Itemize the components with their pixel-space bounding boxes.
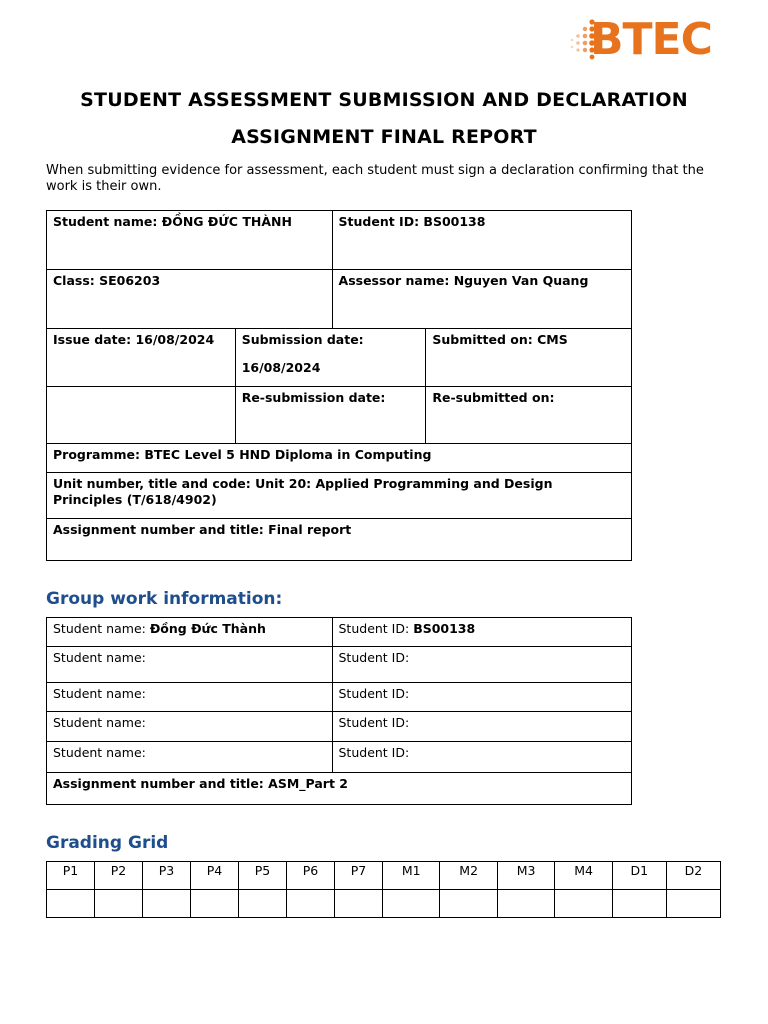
- grade-header-p3: P3: [143, 862, 191, 890]
- grade-cell-d1[interactable]: [612, 890, 666, 918]
- group-student-name-cell: Student name:: [47, 647, 333, 683]
- page-subtitle: ASSIGNMENT FINAL REPORT: [231, 126, 537, 148]
- grade-cell-p3[interactable]: [143, 890, 191, 918]
- group-student-name-cell: Student name:: [47, 742, 333, 773]
- grade-value-row: [47, 890, 721, 918]
- group-student-id-cell: Student ID:: [332, 647, 632, 683]
- group-student-id-cell: Student ID:: [332, 742, 632, 773]
- student-id-label: Student ID:: [338, 621, 410, 636]
- grade-header-d1: D1: [612, 862, 666, 890]
- group-student-name-cell: [47, 618, 333, 647]
- group-student-id-cell: Student ID:: [332, 683, 632, 712]
- grade-cell-m1[interactable]: [383, 890, 440, 918]
- submitted-on-cell: Submitted on: CMS: [426, 329, 632, 387]
- submission-date-cell: [235, 329, 426, 387]
- grade-cell-m2[interactable]: [440, 890, 497, 918]
- group-student-name-cell: Student name:: [47, 712, 333, 742]
- group-work-heading: Group work information:: [46, 589, 283, 609]
- group-student-id-cell: [332, 618, 632, 647]
- student-name-label: Student name:: [53, 621, 146, 636]
- grade-cell-p6[interactable]: [287, 890, 335, 918]
- issue-date-cell: Issue date: 16/08/2024: [47, 329, 236, 387]
- grade-header-m4: M4: [555, 862, 612, 890]
- grade-header-m3: M3: [497, 862, 554, 890]
- resubmitted-on-cell: Re-submitted on:: [426, 387, 632, 444]
- student-name-cell: Student name: ĐỒNG ĐỨC THÀNH: [47, 211, 333, 270]
- grade-header-row: [47, 862, 721, 890]
- grade-header-p4: P4: [191, 862, 239, 890]
- grade-header-d2: D2: [666, 862, 720, 890]
- grade-cell-p1[interactable]: [47, 890, 95, 918]
- student-name-value: Đồng Đức Thành: [149, 621, 266, 636]
- grade-header-m2: M2: [440, 862, 497, 890]
- grade-header-p5: P5: [239, 862, 287, 890]
- class-cell: Class: SE06203: [47, 270, 333, 329]
- grade-header-p7: P7: [335, 862, 383, 890]
- resubmission-date-cell: Re-submission date:: [235, 387, 426, 444]
- grade-cell-p2[interactable]: [95, 890, 143, 918]
- student-id-cell: Student ID: BS00138: [332, 211, 631, 270]
- group-work-table: [46, 617, 632, 805]
- empty-cell: [47, 387, 236, 444]
- grade-header-p6: P6: [287, 862, 335, 890]
- grade-cell-m3[interactable]: [497, 890, 554, 918]
- student-id-value: BS00138: [413, 621, 476, 636]
- submission-date-label: Submission date:: [241, 332, 364, 347]
- page-title: STUDENT ASSESSMENT SUBMISSION AND DECLARATION: [80, 89, 688, 111]
- grade-cell-p4[interactable]: [191, 890, 239, 918]
- grade-cell-m4[interactable]: [555, 890, 612, 918]
- submission-date-value: 16/08/2024: [241, 360, 321, 375]
- grading-grid-table: [46, 861, 721, 918]
- grade-header-m1: M1: [383, 862, 440, 890]
- submission-details-table: [46, 210, 632, 561]
- grade-cell-p7[interactable]: [335, 890, 383, 918]
- intro-text: When submitting evidence for assessment, each student must sign a declaration confirming that the work is their own.: [46, 163, 704, 194]
- grade-cell-p5[interactable]: [239, 890, 287, 918]
- group-student-name-cell: Student name:: [47, 683, 333, 712]
- btec-logo: [566, 16, 726, 68]
- group-assignment-cell: Assignment number and title: ASM_Part 2: [47, 773, 632, 805]
- grade-cell-d2[interactable]: [666, 890, 720, 918]
- grade-header-p2: P2: [95, 862, 143, 890]
- logo-text: BTEC: [590, 14, 712, 65]
- assignment-cell: Assignment number and title: Final report: [47, 519, 632, 561]
- group-student-id-cell: Student ID:: [332, 712, 632, 742]
- grading-grid-heading: Grading Grid: [46, 833, 169, 853]
- unit-cell: Unit number, title and code: Unit 20: Applied Programming and Design Principles (T/618/4902): [47, 473, 632, 519]
- programme-cell: Programme: BTEC Level 5 HND Diploma in Computing: [47, 444, 632, 473]
- grade-header-p1: P1: [47, 862, 95, 890]
- assessor-cell: Assessor name: Nguyen Van Quang: [332, 270, 631, 329]
